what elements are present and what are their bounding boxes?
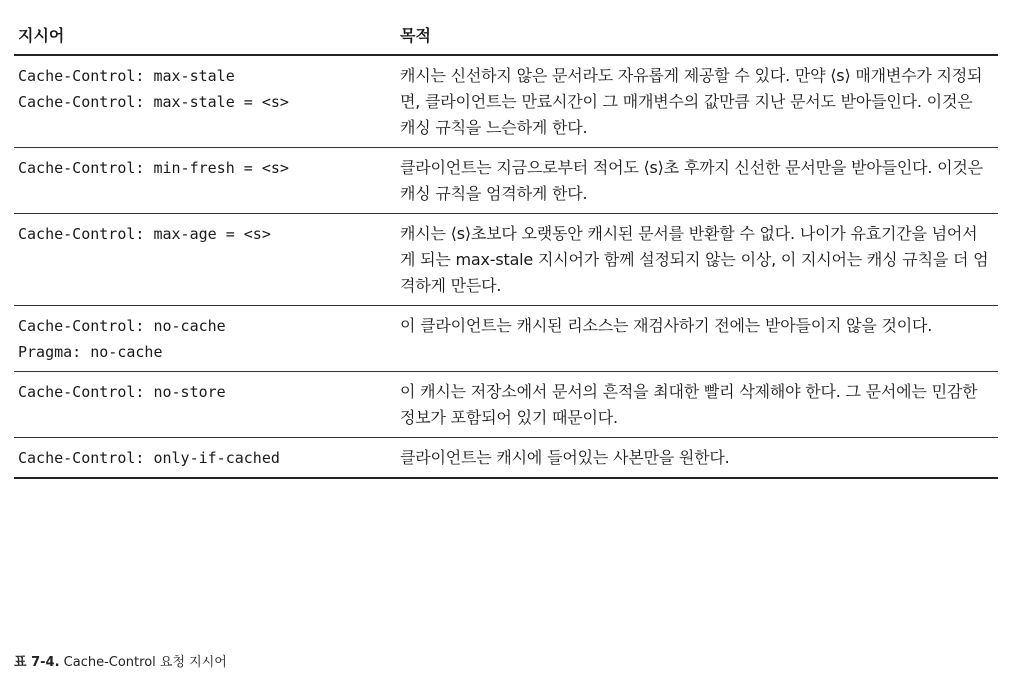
table-row xyxy=(14,148,998,214)
directive-cell xyxy=(14,148,396,214)
directive-line: Cache-Control: min-fresh = <s> xyxy=(18,159,289,177)
purpose-cell: 클라이언트는 지금으로부터 적어도 ⟨s⟩초 후까지 신선한 문서만을 받아들인다. 이것은 캐싱 규칙을 엄격하게 한다. xyxy=(396,148,998,214)
purpose-cell: 캐시는 신선하지 않은 문서라도 자유롭게 제공할 수 있다. 만약 ⟨s⟩ 매개변수가 지정되면, 클라이언트는 만료시간이 그 매개변수의 값만큼 지난 문서도 받아들인다. 이것은 캐싱 규칙을 느슨하게 한다. xyxy=(396,55,998,148)
directive-cell xyxy=(14,55,396,148)
table-row xyxy=(14,438,998,479)
purpose-cell: 이 캐시는 저장소에서 문서의 흔적을 최대한 빨리 삭제해야 한다. 그 문서에는 민감한 정보가 포함되어 있기 때문이다. xyxy=(396,372,998,438)
header-directive: 지시어 xyxy=(14,14,396,55)
table-header-row xyxy=(14,14,998,55)
table-row xyxy=(14,55,998,148)
directive-cell xyxy=(14,306,396,372)
purpose-cell: 클라이언트는 캐시에 들어있는 사본만을 원한다. xyxy=(396,438,998,479)
table-row xyxy=(14,306,998,372)
purpose-cell: 캐시는 ⟨s⟩초보다 오랫동안 캐시된 문서를 반환할 수 없다. 나이가 유효기간을 넘어서게 되는 max-stale 지시어가 함께 설정되지 않는 이상, 이 지시어는 캐싱 규칙을 더 엄격하게 만든다. xyxy=(396,214,998,306)
directive-line: Cache-Control: no-store xyxy=(18,383,226,401)
directive-cell xyxy=(14,372,396,438)
header-purpose: 목적 xyxy=(396,14,998,55)
caption-text: Cache-Control 요청 지시어 xyxy=(63,655,227,670)
directive-line: Cache-Control: max-age = <s> xyxy=(18,225,271,243)
directive-line: Cache-Control: no-cache xyxy=(18,317,226,335)
directive-line: Cache-Control: max-stale = <s> xyxy=(18,93,289,111)
directive-cell xyxy=(14,438,396,479)
directive-line: Pragma: no-cache xyxy=(18,343,163,361)
purpose-cell: 이 클라이언트는 캐시된 리소스는 재검사하기 전에는 받아들이지 않을 것이다. xyxy=(396,306,998,372)
directive-line: Cache-Control: only-if-cached xyxy=(18,449,280,467)
caption-number: 표 7-4. xyxy=(14,655,60,670)
directive-table-container xyxy=(14,14,998,479)
directive-line: Cache-Control: max-stale xyxy=(18,67,235,85)
table-row xyxy=(14,372,998,438)
table-caption xyxy=(14,651,227,670)
cache-control-directive-table xyxy=(14,14,998,479)
directive-cell xyxy=(14,214,396,306)
table-row xyxy=(14,214,998,306)
